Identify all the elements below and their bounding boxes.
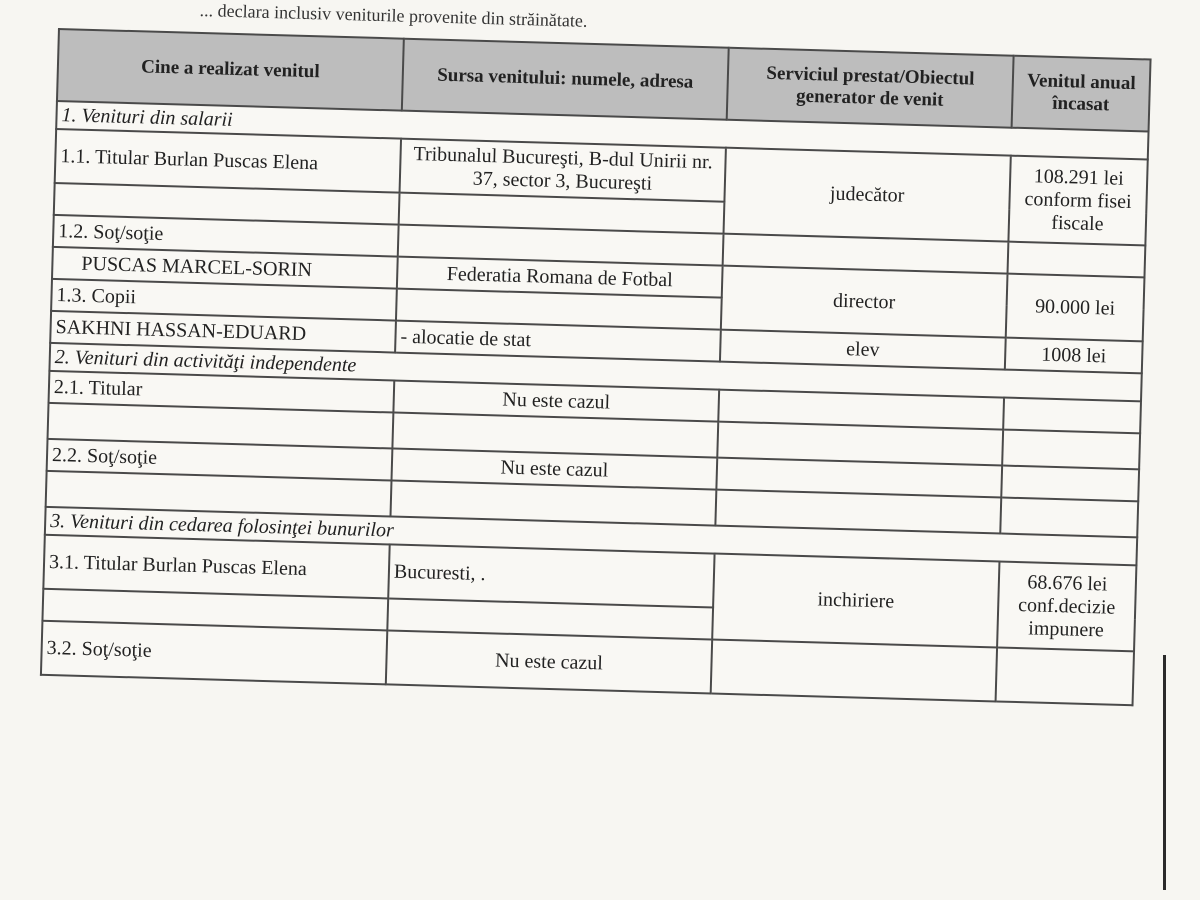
page-top-note: ... declara inclusiv veniturile provenite din străinătate. bbox=[199, 0, 588, 31]
cell-source: - alocatie de stat bbox=[395, 321, 721, 362]
cell-who: PUSCAS MARCEL-SORIN bbox=[52, 247, 398, 289]
cell-income: 90.000 lei bbox=[1006, 274, 1145, 342]
section-title: 2. Venituri din activităţi independente bbox=[49, 343, 1141, 401]
cell-who: 1.2. Soţ/soţie bbox=[53, 215, 399, 257]
cell-service: judecător bbox=[724, 148, 1011, 242]
cell-who: SAKHNI HASSAN-EDUARD bbox=[50, 311, 396, 353]
cell-service: elev bbox=[720, 330, 1006, 370]
cell-who: 2.2. Soţ/soţie bbox=[47, 439, 393, 481]
cell-who: 1.1. Titular Burlan Puscas Elena bbox=[55, 129, 401, 193]
cell-service bbox=[711, 640, 997, 702]
cell-source: Nu este cazul bbox=[393, 381, 719, 422]
section-title: 3. Venituri din cedarea folosinţei bunurilor bbox=[45, 507, 1137, 565]
header-income: Venitul anual încasat bbox=[1012, 56, 1151, 132]
cell-who: 3.2. Soţ/soţie bbox=[41, 621, 387, 685]
cell-empty bbox=[1002, 430, 1140, 470]
cell-service: director bbox=[721, 266, 1008, 338]
cell-income bbox=[1001, 466, 1139, 502]
cell-source: Nu este cazul bbox=[386, 630, 712, 693]
cell-income bbox=[1008, 242, 1146, 278]
scan-edge-line bbox=[1163, 655, 1166, 890]
cell-who: 2.1. Titular bbox=[49, 371, 395, 413]
header-who: Cine a realizat venitul bbox=[57, 29, 404, 111]
header-source: Sursa venitului: numele, adresa bbox=[402, 39, 729, 120]
cell-income bbox=[996, 647, 1134, 705]
cell-income: 108.291 lei conform fisei fiscale bbox=[1008, 156, 1147, 246]
cell-empty bbox=[1000, 498, 1138, 538]
cell-service: inchiriere bbox=[712, 554, 999, 648]
header-service: Serviciul prestat/Obiectul generator de venit bbox=[727, 48, 1014, 128]
cell-source: Bucuresti, . bbox=[388, 544, 714, 607]
cell-income: 68.676 lei conf.decizie impunere bbox=[997, 561, 1136, 651]
cell-who: 3.1. Titular Burlan Puscas Elena bbox=[43, 535, 389, 599]
cell-who: 1.3. Copii bbox=[51, 279, 397, 321]
cell-source: Tribunalul Bucureşti, B-dul Unirii nr. 37, sector 3, Bucureşti bbox=[400, 139, 726, 202]
section-title: 1. Venituri din salarii bbox=[56, 101, 1148, 159]
income-declaration-table bbox=[40, 28, 1152, 706]
cell-source: Nu este cazul bbox=[391, 449, 717, 490]
cell-income: 1008 lei bbox=[1005, 338, 1143, 374]
cell-source: Federatia Romana de Fotbal bbox=[397, 257, 723, 298]
cell-income bbox=[1003, 398, 1141, 434]
